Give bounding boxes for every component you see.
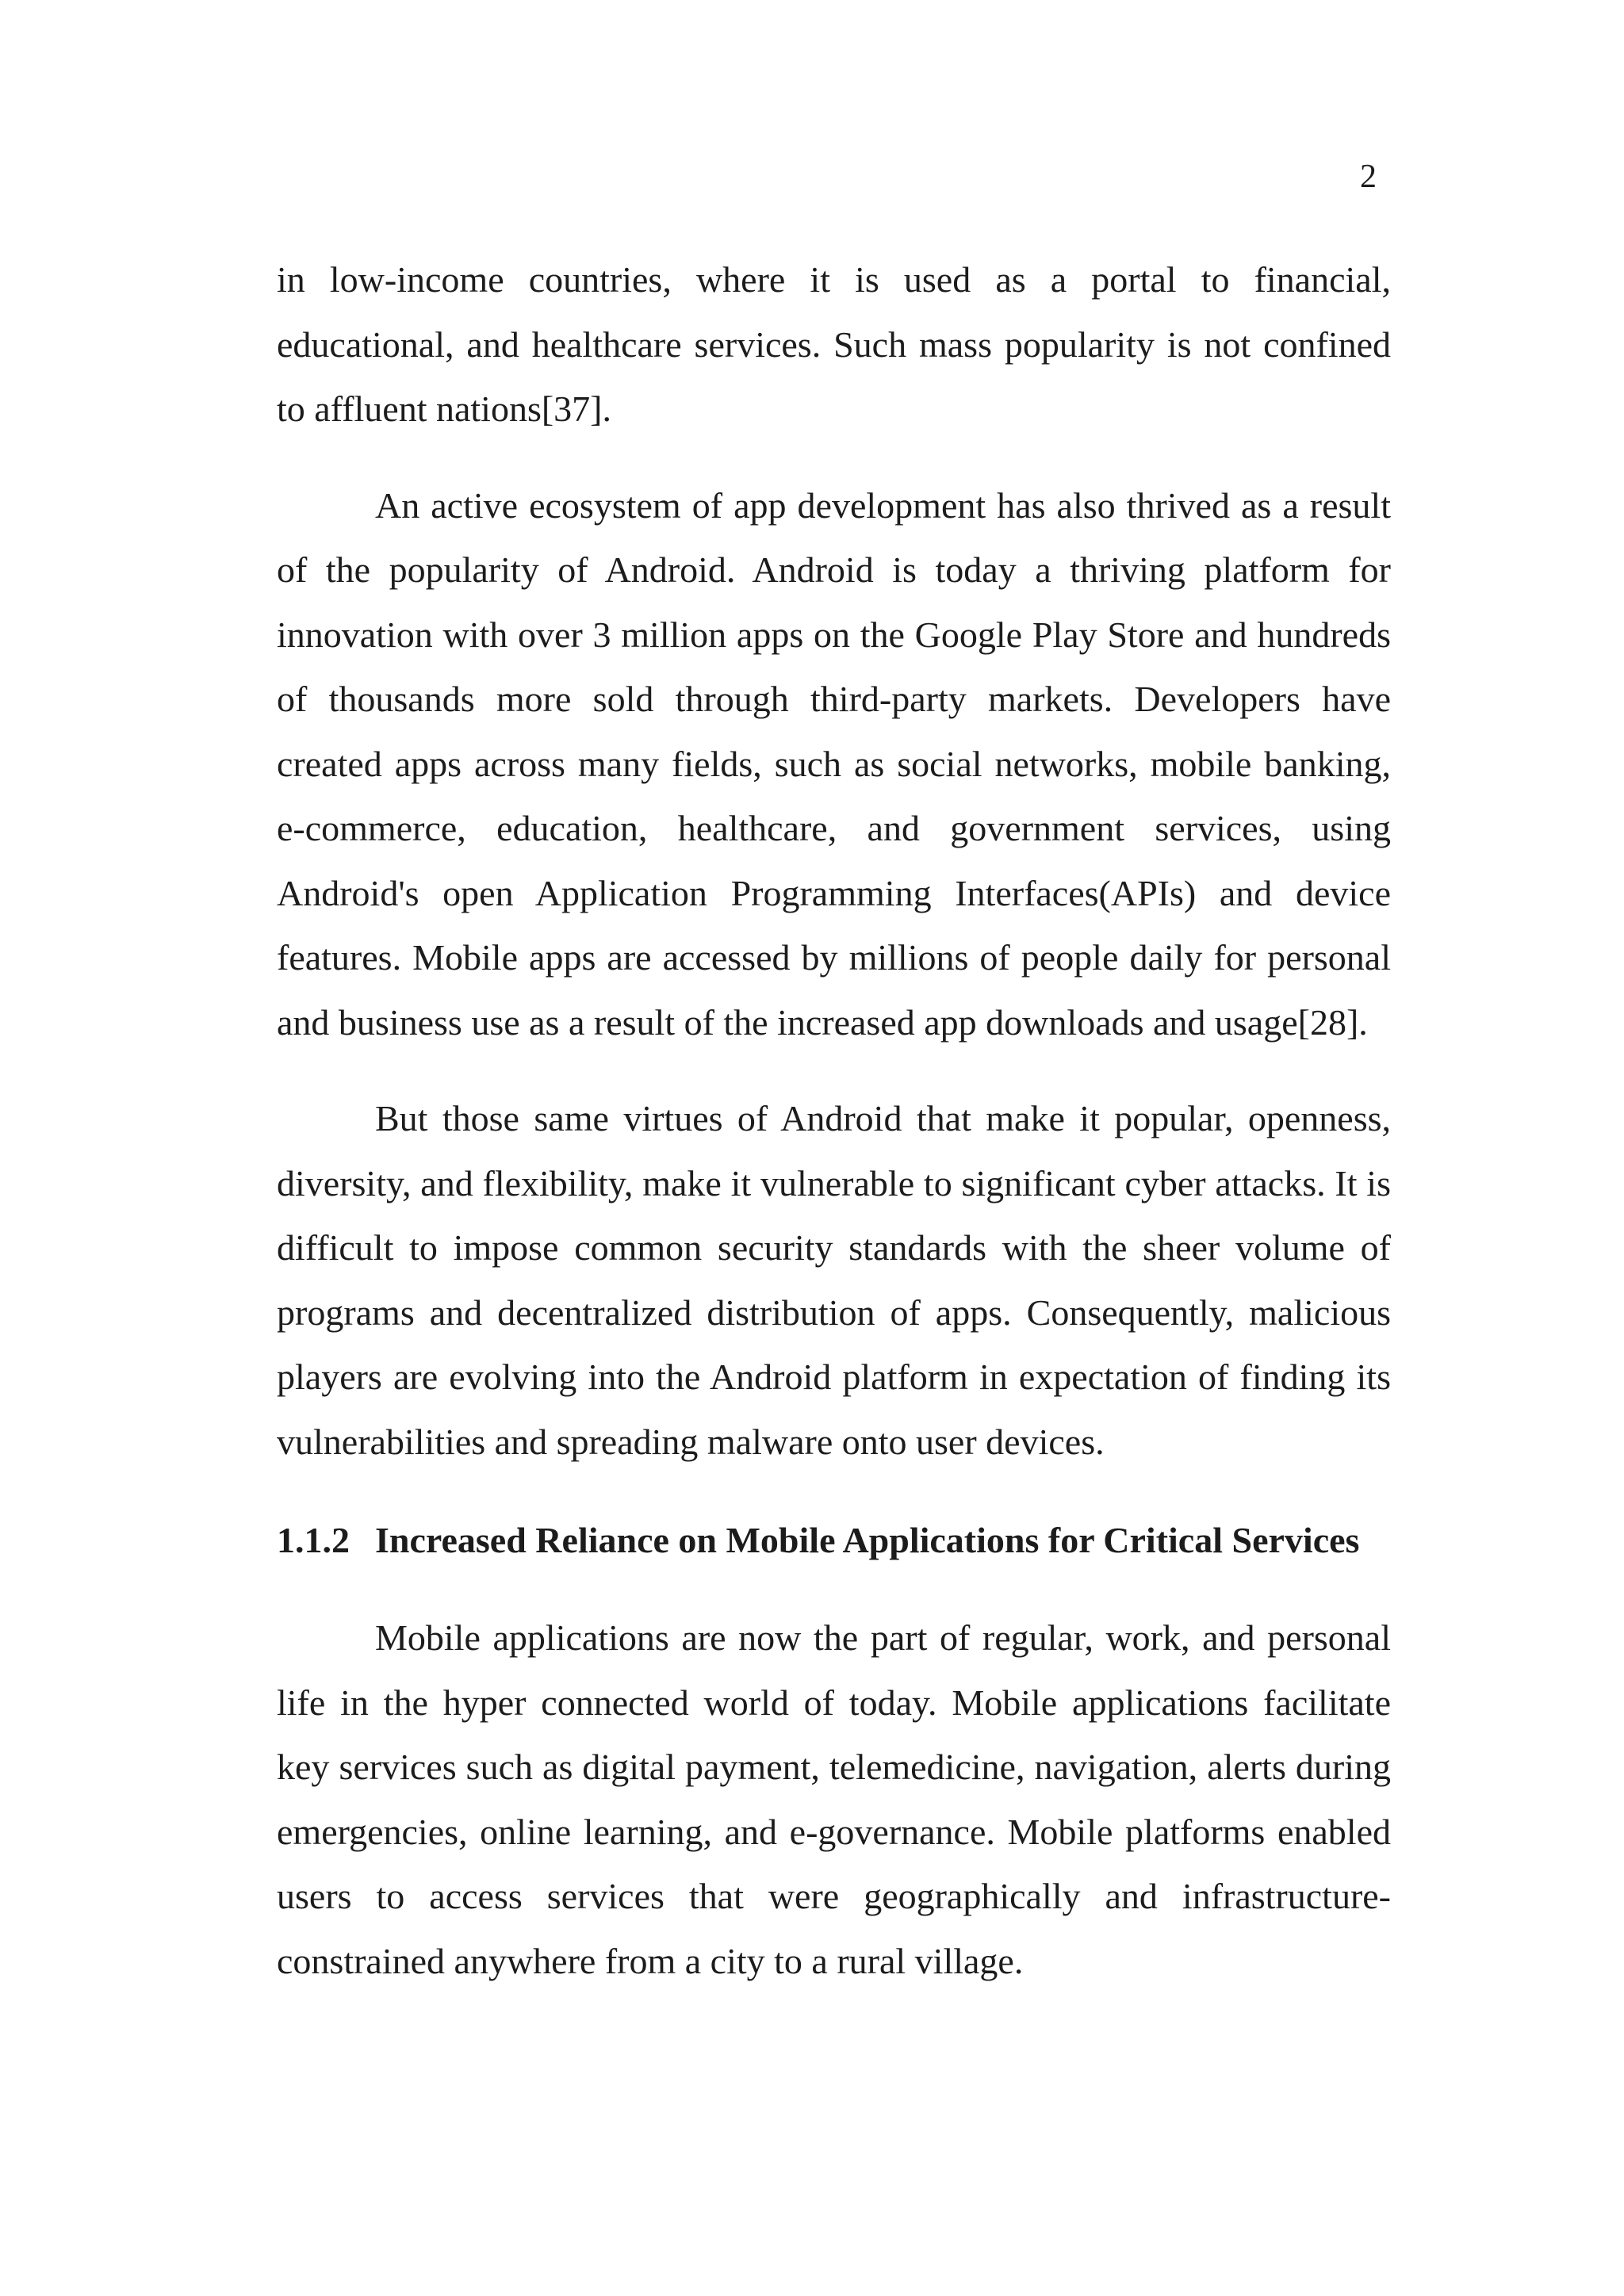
paragraph-security-vulnerability: But those same virtues of Android that make it popular, openness, diversity, and flexibility, make it vulnerable to significant cyber attacks. It is difficult to impose common security standards with the sheer volume of programs and decentralized distribution of apps. Consequently, malicious players are evolving into the Android platform in expectation of finding its vulnerabilities and spreading malware onto user devices. bbox=[277, 1098, 1391, 1462]
paragraph-app-ecosystem: An active ecosystem of app development has also thrived as a result of the popularity of Android. Android is today a thriving platform for innovation with over 3 million apps on the Google Play Store and hundreds of thousands more sold through third-party markets. Developers have created apps across many fields, such as social networks, mobile banking, e-commerce, education, healthcare, and government services, using Android's open Application Programming Interfaces(APIs) and device features. Mobile apps are accessed by millions of people daily for personal and business use as a result of the increased app downloads and usage[28]. bbox=[277, 484, 1391, 1043]
paragraph-continued: in low-income countries, where it is used as a portal to financial, educational, and healthcare services. Such mass popularity is not confined to affluent nations[37]. bbox=[277, 259, 1391, 429]
page-content bbox=[277, 247, 1391, 1993]
section-number: 1.1.2 bbox=[277, 1520, 350, 1560]
paragraph-mobile-reliance: Mobile applications are now the part of regular, work, and personal life in the hyper connected world of today. Mobile applications facilitate key services such as digital payment, telemedicine, navigation, alerts during emergencies, online learning, and e-governance. Mobile platforms enabled users to access services that were geographically and infrastructure-constrained anywhere from a city to a rural village. bbox=[277, 1617, 1391, 1981]
section-title: Increased Reliance on Mobile Applications for Critical Services bbox=[375, 1520, 1360, 1560]
page-number: 2 bbox=[1360, 159, 1377, 195]
section-heading bbox=[277, 1517, 1391, 1564]
